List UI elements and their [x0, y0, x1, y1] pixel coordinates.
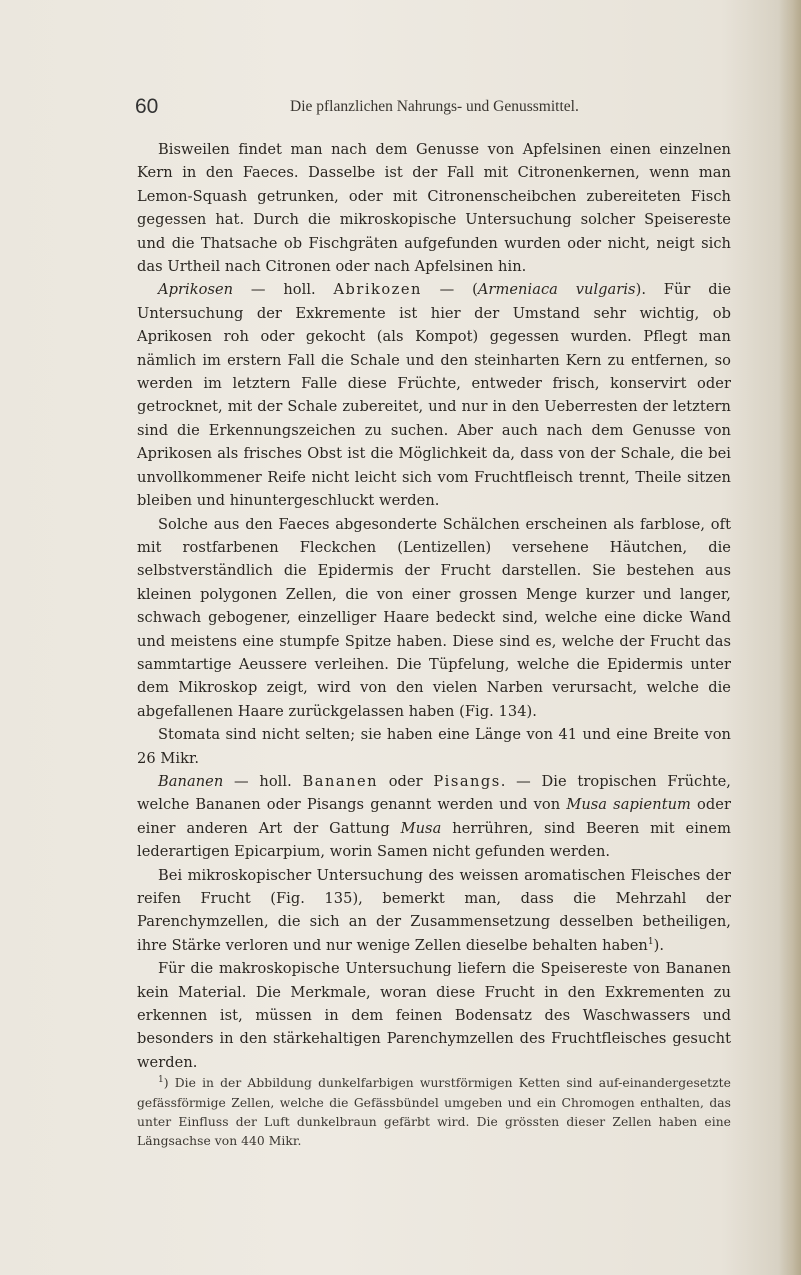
page-edge-shadow [779, 0, 801, 1275]
section-heading-aprikosen: Aprikosen [158, 281, 234, 299]
dash-text: — ( [421, 281, 478, 299]
connector-text: oder [377, 772, 434, 790]
footnote-reference[interactable]: 1 [647, 936, 654, 947]
latin-name-musa-sapientum: Musa sapientum [566, 796, 691, 814]
dutch-name-pisangs: Pisangs [433, 772, 501, 790]
dutch-name-abrikozen: Abrikozen [333, 281, 422, 299]
paragraph-makroskopisch: Für die makroskopische Untersuchung liefern die Speisereste von Bananen kein Material. Die Merkmale, woran diese Frucht in den Exkrementen zu erkennen ist, müssen in dem feinen Bodensatz des Waschwassers und besonders in den stärkehaltigen Parenchymzellen des Fruchtfleisches gesucht werden. [137, 960, 731, 1071]
paragraph-bananen [137, 770, 731, 864]
paragraph-text: herrühren, sind Beeren mit einem lederartigen Epicarpium, worin Samen nicht gefunden werden. [137, 819, 731, 861]
paragraph-text: . — Die tropischen Früchte, welche Bananen oder Pisangs genannt werden und von [137, 772, 731, 814]
section-heading-bananen: Bananen [158, 772, 224, 790]
footnote-text: ) Die in der Abbildung dunkelfarbigen wurstförmigen Ketten sind auf-einandergesetzte gefässförmige Zellen, welche die Gefässbündel umgeben und ein Chromogen enthalten, das unter Einfluss der Luft dunkelbraun gefärbt wird. Die grössten dieser Zellen haben eine Längsachse von 440 Mikr. [137, 1076, 731, 1149]
latin-name-armeniaca: Armeniaca vulgaris [477, 281, 636, 299]
footnote-mark: 1 [158, 1075, 164, 1086]
dutch-name-bananen: Bananen [302, 772, 378, 790]
paragraph-text: ). [653, 936, 665, 954]
paragraph-untersuchung [137, 864, 731, 958]
paragraph-aprikosen [137, 278, 731, 512]
paragraph-apfelsinen: Bisweilen findet man nach dem Genusse von Apfelsinen einen einzelnen Kern in den Faeces. Dasselbe ist der Fall mit Citronenkernen, wenn man Lemon-Squash getrunken, oder mit Citronenscheibchen zubereiteten Fisch gegessen hat. Durch die mikroskopische Untersuchung solcher Speisereste und die Thatsache ob Fischgräten aufgefunden wurden oder nicht, neigt sich das Urtheil nach Citronen oder nach Apfelsinen hin. [137, 141, 731, 276]
latin-name-musa: Musa [400, 819, 442, 837]
paragraph-stomata: Stomata sind nicht selten; sie haben eine Länge von 41 und eine Breite von 26 Mikr. [137, 726, 731, 767]
paragraph-schaelchen: Solche aus den Faeces abgesonderte Schälchen erscheinen als farblose, oft mit rostfarbenen Fleckchen (Lentizellen) versehene Häutchen, die selbstverständlich die Epidermis der Frucht darstellen. Sie bestehen aus kleinen polygonen Zellen, die von einer grossen Menge kurzer und langer, schwach gebogener, einzelliger Haare bedeckt sind, welche eine dicke Wand und meistens eine stumpfe Spitze haben. Diese sind es, welche der Frucht das sammtartige Aeussere verleihen. Die Tüpfelung, welche die Epidermis unter dem Mikroskop zeigt, wird von den vielen Narben verursacht, welche die abgefallenen Haare zurückgelassen haben (Fig. 134). [137, 515, 731, 720]
body-text [137, 138, 731, 1151]
footnote [137, 1074, 731, 1151]
dash-text: — holl. [233, 281, 334, 299]
paragraph-text: oder einer anderen Art der Gattung [137, 796, 731, 837]
page-header [135, 95, 735, 121]
dash-text: — holl. [223, 772, 303, 790]
running-title: Die pflanzlichen Nahrungs- und Genussmittel. [290, 98, 579, 115]
page-number: 60 [135, 95, 159, 118]
paragraph-text: Bei mikroskopischer Untersuchung des weissen aromatischen Fleisches der reifen Frucht (Fig. 135), bemerkt man, dass die Mehrzahl der Parenchymzellen, die sich an der Zusammensetzung desselben betheiligen, ihre Stärke verloren und nur wenige Zellen dieselbe behalten haben [137, 866, 731, 954]
paragraph-text: ). Für die Untersuchung der Exkremente ist hier der Umstand sehr wichtig, ob Aprikosen roh oder gekocht (als Kompot) gegessen wurden. Pflegt man nämlich im erstern Fall die Schale und den steinharten Kern zu entfernen, so werden im letztern Falle diese Früchte, entweder frisch, konservirt oder getrocknet, mit der Schale zubereitet, und nur in den Ueberresten der letztern sind die Erkennungszeichen zu suchen. Aber auch nach dem Genusse von Aprikosen als frisches Obst ist die Möglichkeit da, dass von der Schale, die bei unvollkommener Reife nicht leicht sich vom Fruchtfleisch trennt, Theile sitzen bleiben und hinuntergeschluckt werden. [137, 281, 732, 510]
